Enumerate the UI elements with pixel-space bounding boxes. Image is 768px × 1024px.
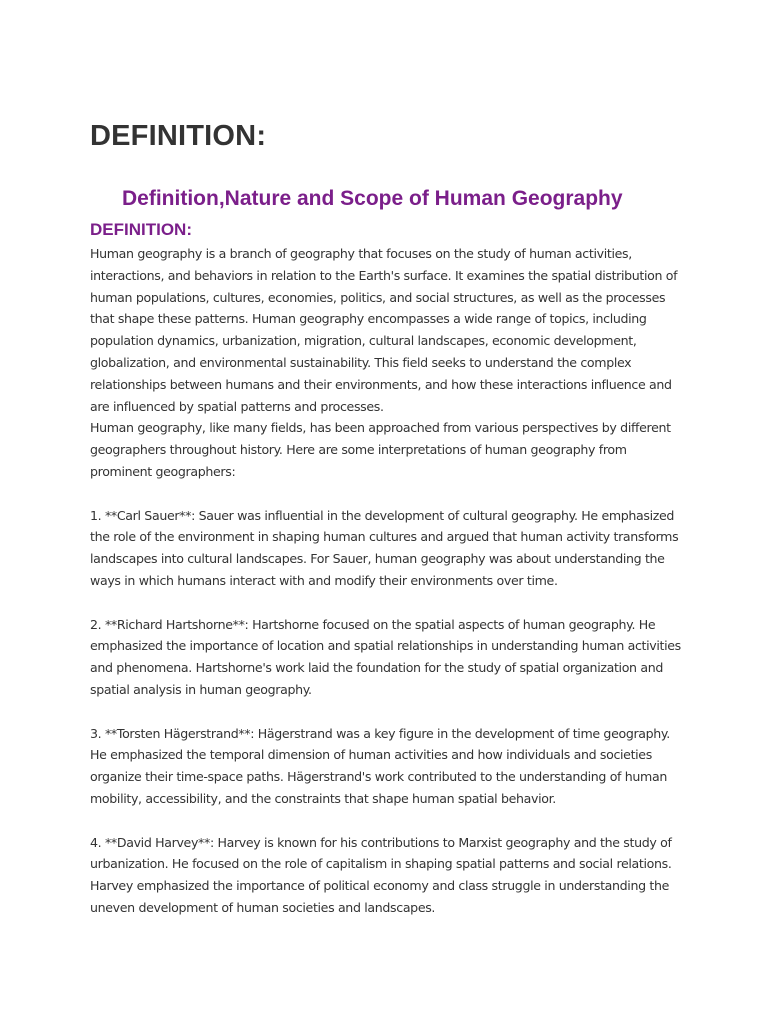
- list-item-harvey: 4. **David Harvey**: Harvey is known for his contributions to Marxist geography and the study of urbanization. He focused on the role of capitalism in shaping spatial patterns and social relations. Harvey emphasized the importance of political economy and class struggle in understanding the uneven development of human societies and landscapes.: [90, 834, 672, 915]
- paragraph-spacer: [90, 810, 682, 832]
- body-text: [90, 243, 682, 919]
- paragraph-intro: Human geography is a branch of geography that focuses on the study of human activities, interactions, and behaviors in relation to the Earth's surface. It examines the spatial distribution of human populations, cultures, economies, politics, and social structures, as well as the processes that shape these patterns. Human geography encompasses a wide range of topics, including population dynamics, urbanization, migration, cultural landscapes, economic development, globalization, and environmental sustainability. This field seeks to understand the complex relationships between humans and their environments, and how these interactions influence and are influenced by spatial patterns and processes.: [90, 246, 678, 414]
- paragraph-perspectives: Human geography, like many fields, has been approached from various perspectives by different geographers throughout history. Here are some interpretations of human geography from prominent geographers:: [90, 420, 671, 479]
- section-heading: DEFINITION:: [90, 220, 192, 239]
- list-item-hartshorne: 2. **Richard Hartshorne**: Hartshorne focused on the spatial aspects of human geography. He emphasized the importance of location and spatial relationships in understanding human activities and phenomena. Hartshorne's work laid the foundation for the study of spatial organization and spatial analysis in human geography.: [90, 616, 681, 697]
- paragraph-spacer: [90, 592, 682, 614]
- page-title: DEFINITION:: [90, 120, 267, 152]
- document-subtitle: Definition,Nature and Scope of Human Geography: [122, 187, 623, 210]
- document-page: [90, 118, 682, 919]
- list-item-hagerstrand: 3. **Torsten Hägerstrand**: Hägerstrand was a key figure in the development of time geography. He emphasized the temporal dimension of human activities and how individuals and societies organize their time-space paths. Hägerstrand's work contributed to the understanding of human mobility, accessibility, and the constraints that shape human spatial behavior.: [90, 725, 670, 806]
- paragraph-spacer: [90, 701, 682, 723]
- paragraph-spacer: [90, 483, 682, 505]
- list-item-sauer: 1. **Carl Sauer**: Sauer was influential in the development of cultural geography. He emphasized the role of the environment in shaping human cultures and argued that human activity transforms landscapes into cultural landscapes. For Sauer, human geography was about understanding the ways in which humans interact with and modify their environments over time.: [90, 507, 679, 588]
